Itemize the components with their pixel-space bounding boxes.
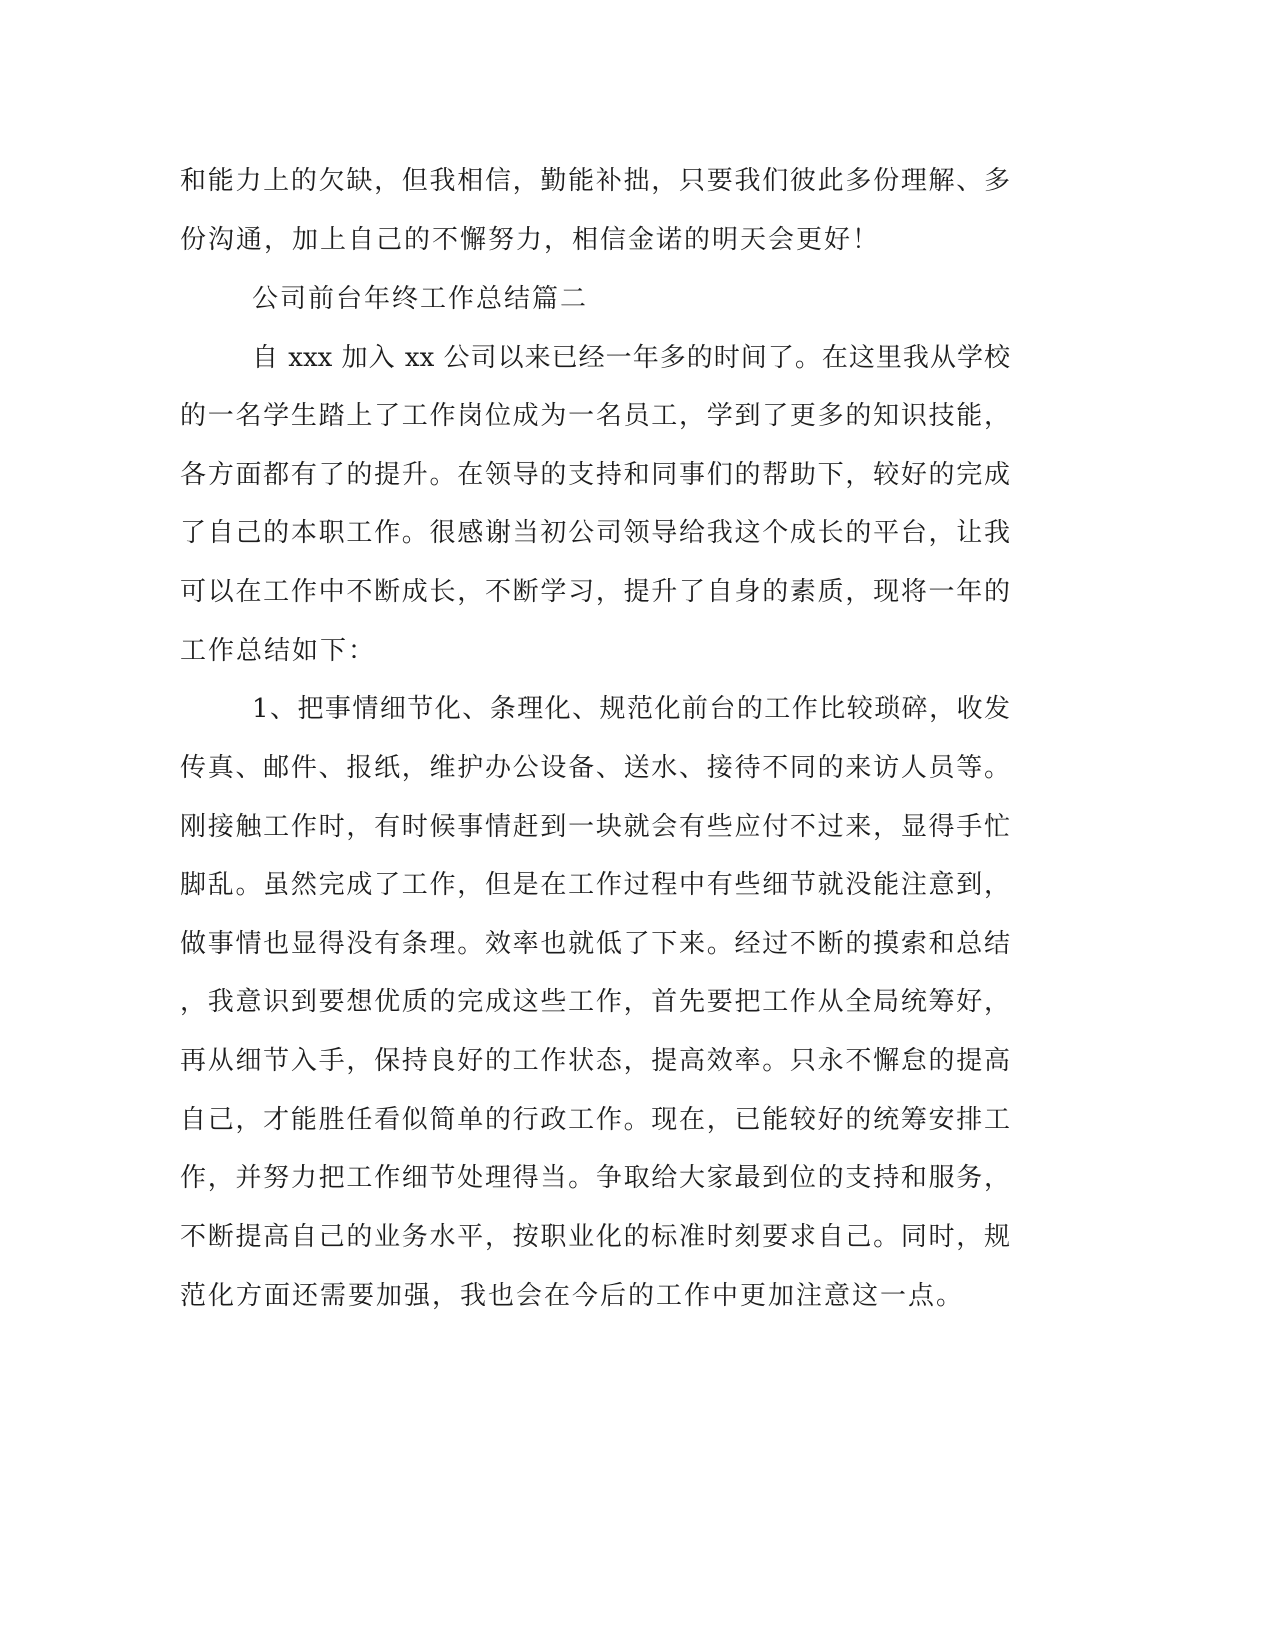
paragraph-line: 和能力上的欠缺，但我相信，勤能补拙，只要我们彼此多份理解、多	[180, 166, 1010, 196]
paragraph-line: ，我意识到要想优质的完成这些工作，首先要把工作从全局统筹好，	[180, 987, 1010, 1017]
paragraph-line: 工作总结如下：	[180, 636, 377, 666]
paragraph-line: 脚乱。虽然完成了工作，但是在工作过程中有些细节就没能注意到，	[180, 870, 1010, 900]
paragraph-line: 了自己的本职工作。很感谢当初公司领导给我这个成长的平台，让我	[180, 518, 1010, 548]
paragraph-line: 作，并努力把工作细节处理得当。争取给大家最到位的支持和服务，	[180, 1163, 1010, 1193]
paragraph-line: 各方面都有了的提升。在领导的支持和同事们的帮助下，较好的完成	[180, 460, 1010, 490]
paragraph-line: 范化方面还需要加强，我也会在今后的工作中更加注意这一点。	[180, 1281, 965, 1311]
paragraph-line: 自 xxx 加入 xx 公司以来已经一年多的时间了。在这里我从学校	[252, 343, 1010, 373]
paragraph-line: 传真、邮件、报纸，维护办公设备、送水、接待不同的来访人员等。	[180, 753, 1010, 783]
paragraph-line: 自己，才能胜任看似简单的行政工作。现在，已能较好的统筹安排工	[180, 1105, 1010, 1135]
paragraph-line: 再从细节入手，保持良好的工作状态，提高效率。只永不懈怠的提高	[180, 1046, 1010, 1076]
paragraph-line: 不断提高自己的业务水平，按职业化的标准时刻要求自己。同时，规	[180, 1222, 1010, 1252]
paragraph-line: 的一名学生踏上了工作岗位成为一名员工，学到了更多的知识技能，	[180, 401, 1010, 431]
paragraph-line: 做事情也显得没有条理。效率也就低了下来。经过不断的摸索和总结	[180, 929, 1010, 959]
list-item-line: 1、把事情细节化、条理化、规范化前台的工作比较琐碎，收发	[252, 694, 1010, 724]
paragraph-line: 可以在工作中不断成长，不断学习，提升了自身的素质，现将一年的	[180, 577, 1010, 607]
section-heading: 公司前台年终工作总结篇二	[252, 284, 589, 314]
paragraph-line: 份沟通，加上自己的不懈努力，相信金诺的明天会更好！	[180, 225, 881, 255]
paragraph-line: 刚接触工作时，有时候事情赶到一块就会有些应付不过来，显得手忙	[180, 812, 1010, 842]
